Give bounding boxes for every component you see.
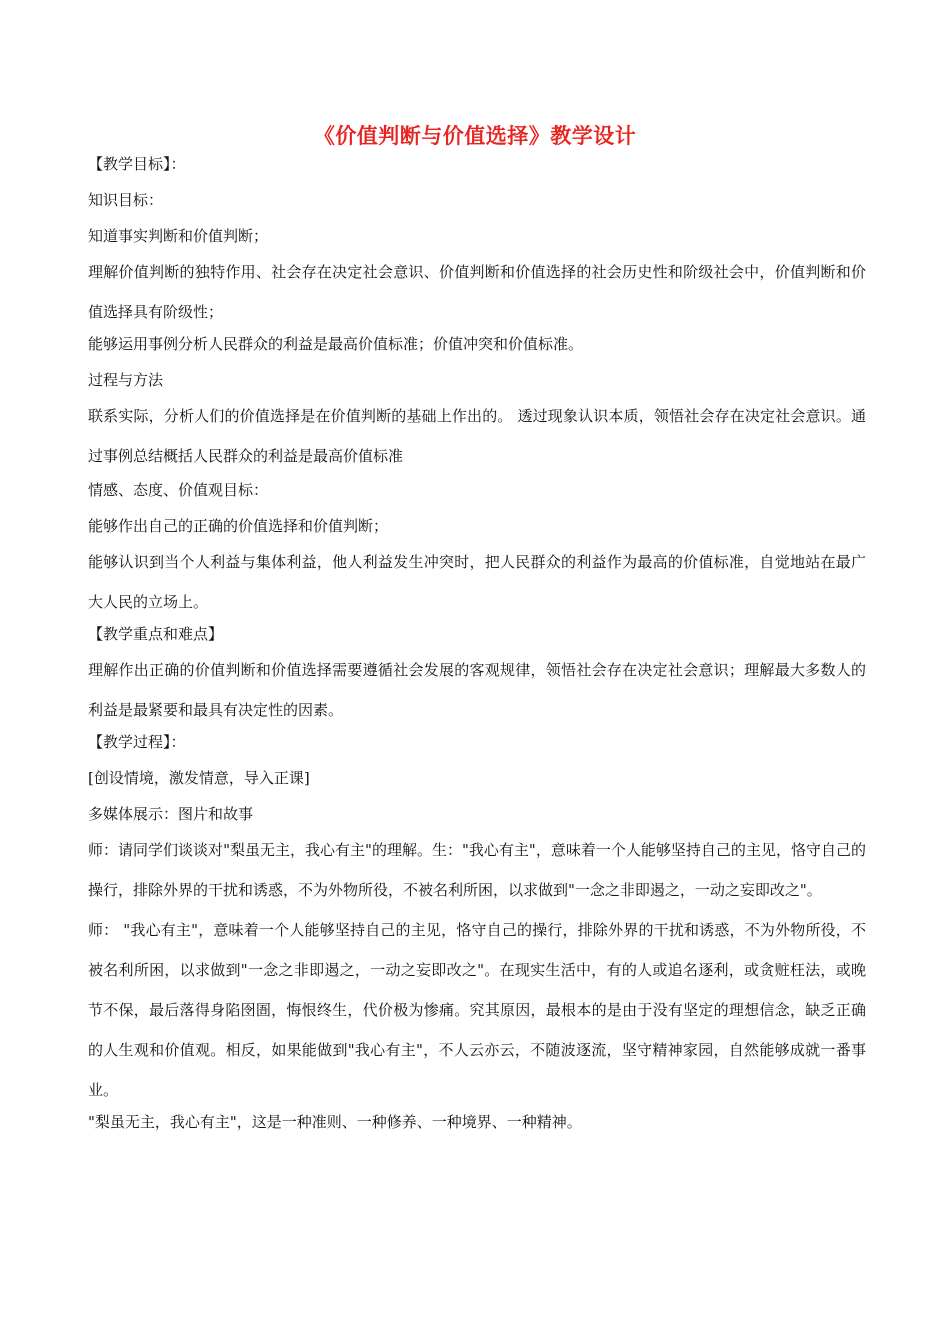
paragraph: 理解作出正确的价值判断和价值选择需要遵循社会发展的客观规律，领悟社会存在决定社会意识；理解最大多数人的利益是最紧要和最具有决定性的因素。 [88,661,866,719]
paragraph: 师：请同学们谈谈对"梨虽无主，我心有主"的理解。生："我心有主"，意味着一个人能够坚持自己的主见，恪守自己的操行，排除外界的干扰和诱惑，不为外物所役，不被名利所困，以求做到"一念之非即遏之，一动之妄即改之"。 [88,841,866,899]
paragraph: 知道事实判断和价值判断； [88,227,269,245]
section-label: [创设情境，激发情意，导入正课] [88,769,310,787]
paragraph: 联系实际，分析人们的价值选择是在价值判断的基础上作出的。 透过现象认识本质，领悟社会存在决定社会意识。通过事例总结概括人民群众的利益是最高价值标准 [88,407,866,465]
heading-teaching-process: 【教学过程】： [88,733,186,751]
paragraph: 能够认识到当个人利益与集体利益，他人利益发生冲突时，把人民群众的利益作为最高的价值标准，自觉地站在最广大人民的立场上。 [88,553,866,611]
document-body [88,150,866,1132]
heading-emotion-objectives: 情感、态度、价值观目标： [88,481,269,499]
paragraph: 理解价值判断的独特作用、社会存在决定社会意识、价值判断和价值选择的社会历史性和阶级社会中，价值判断和价值选择具有阶级性； [88,263,866,321]
paragraph: 师： "我心有主"，意味着一个人能够坚持自己的主见，恪守自己的操行，排除外界的干扰和诱惑，不为外物所役，不被名利所困，以求做到"一念之非即遏之，一动之妄即改之"。在现实生活中，有的人或追名逐利，或贪赃枉法，或晚节不保，最后落得身陷囹圄，悔恨终生，代价极为惨痛。究其原因，最根本的是由于没有坚定的理想信念，缺乏正确的人生观和价值观。相反，如果能做到"我心有主"，不人云亦云，不随波逐流，坚守精神家园，自然能够成就一番事业。 [88,921,866,1099]
heading-key-points: 【教学重点和难点】 [88,625,224,643]
heading-knowledge-objectives: 知识目标： [88,191,164,209]
paragraph: "梨虽无主，我心有主"，这是一种准则、一种修养、一种境界、一种精神。 [88,1113,582,1131]
heading-teaching-objectives: 【教学目标】： [88,155,186,173]
paragraph: 能够作出自己的正确的价值选择和价值判断； [88,517,389,535]
document-title: 《价值判断与价值选择》教学设计 [313,123,637,148]
paragraph: 能够运用事例分析人民群众的利益是最高价值标准；价值冲突和价值标准。 [88,335,584,353]
paragraph: 多媒体展示：图片和故事 [88,805,254,823]
heading-process-methods: 过程与方法 [88,371,164,389]
